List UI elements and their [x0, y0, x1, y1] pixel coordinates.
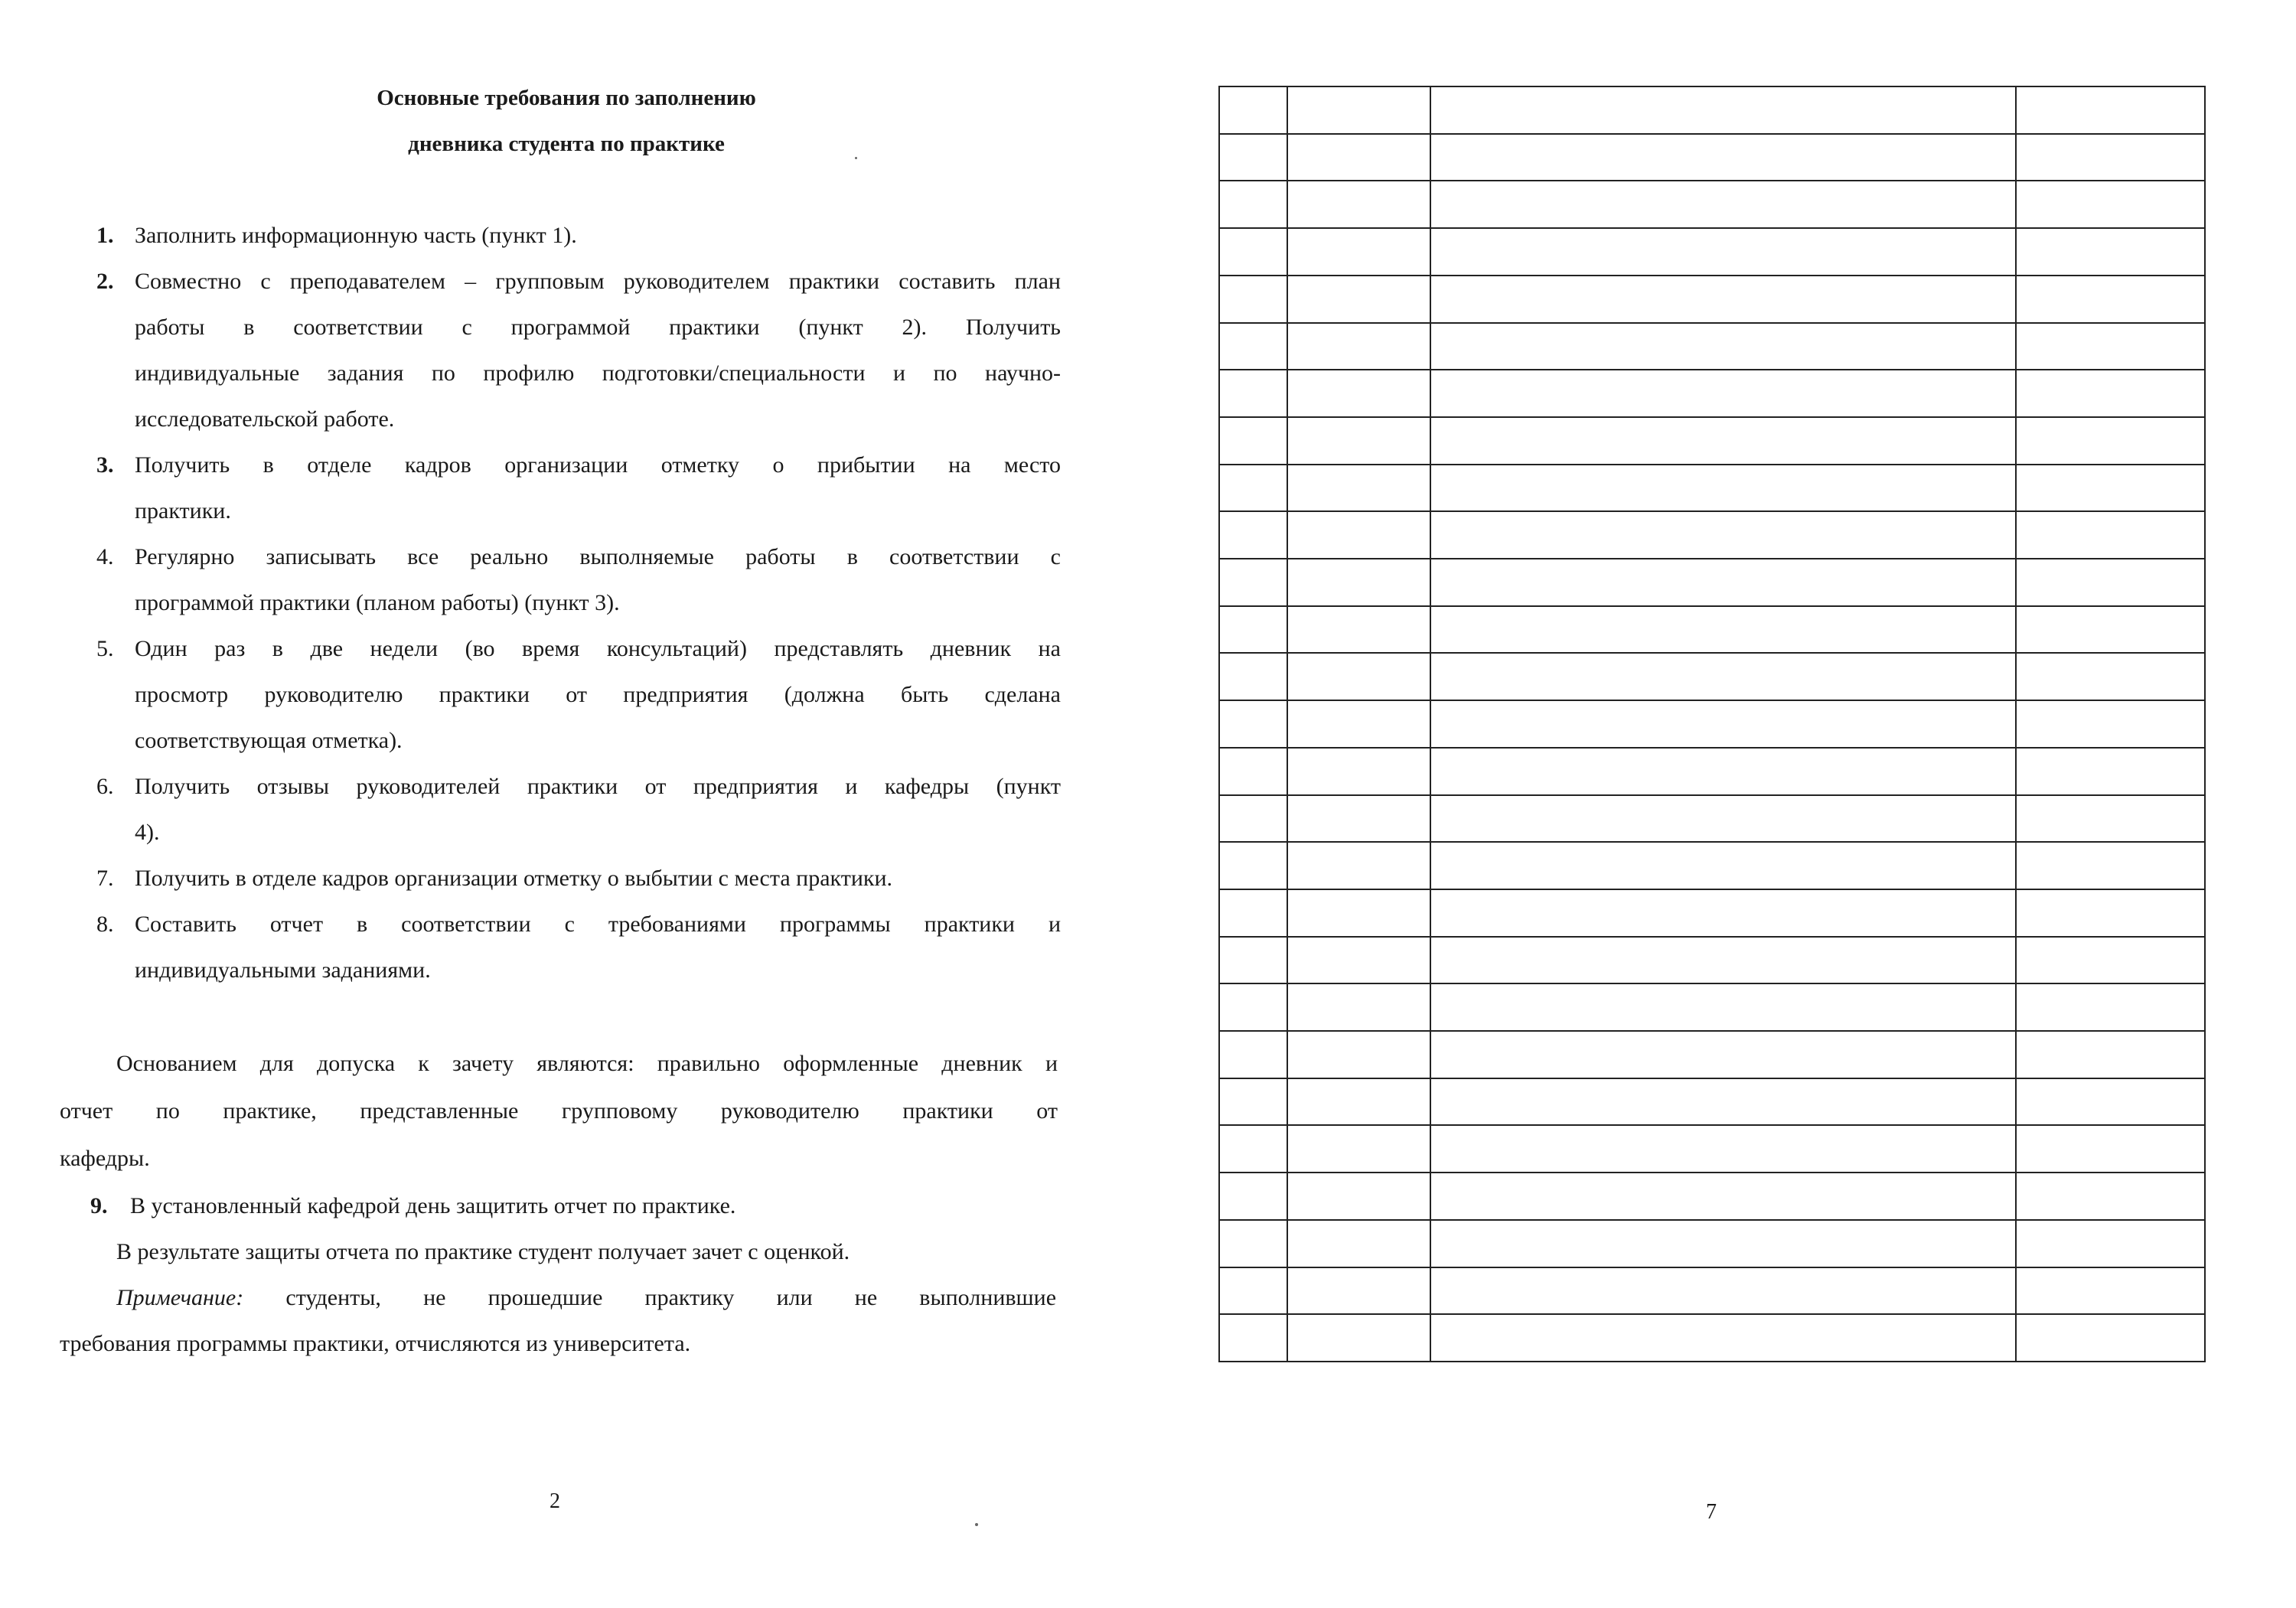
table-row [1219, 86, 2205, 134]
table-cell [2016, 606, 2205, 654]
item-line: Один раз в две недели (во время консультаций) представлять дневник на [135, 636, 1061, 661]
table-cell [1287, 700, 1430, 748]
table-row [1219, 1078, 2205, 1126]
item-line: 4). [135, 820, 160, 845]
item-line: Регулярно записывать все реально выполняемые работы в соответствии с [135, 544, 1061, 569]
table-cell [1287, 276, 1430, 323]
item-line: работы в соответствии с программой практики (пункт 2). Получить [135, 315, 1061, 340]
table-cell [1219, 1220, 1287, 1267]
table-cell [1287, 842, 1430, 889]
table-cell [2016, 937, 2205, 984]
admission-line: Основанием для допуска к зачету являются: правильно оформленные дневник и [116, 1051, 1058, 1076]
table-cell [1287, 795, 1430, 843]
table-cell [1430, 323, 2016, 370]
table-cell [2016, 370, 2205, 417]
table-cell [1219, 370, 1287, 417]
table-cell [1287, 323, 1430, 370]
table-cell [1430, 1173, 2016, 1220]
note-label: Примечание: [116, 1285, 244, 1310]
table-cell [1287, 370, 1430, 417]
table-cell [1430, 1314, 2016, 1362]
table-cell [1219, 842, 1287, 889]
item-number: 3. [96, 452, 114, 478]
item-line: исследовательской работе. [135, 406, 395, 432]
table-cell [2016, 1220, 2205, 1267]
table-cell [1219, 795, 1287, 843]
table-cell [1430, 511, 2016, 559]
table-row [1219, 228, 2205, 276]
table-cell [1430, 1078, 2016, 1126]
table-cell [1430, 181, 2016, 228]
table-cell [1287, 748, 1430, 795]
table-cell [1219, 559, 1287, 606]
table-cell [1430, 228, 2016, 276]
admission-line: кафедры. [60, 1146, 150, 1171]
table-cell [2016, 795, 2205, 843]
item-line: индивидуальные задания по профилю подготовки/специальности и по научно- [135, 360, 1061, 386]
table-cell [2016, 559, 2205, 606]
table-cell [2016, 748, 2205, 795]
table-cell [1430, 748, 2016, 795]
table-cell [1287, 937, 1430, 984]
item-line: Получить в отделе кадров организации отметку о прибытии на место [135, 452, 1061, 478]
table-row [1219, 181, 2205, 228]
table-row [1219, 983, 2205, 1031]
table-cell [1219, 700, 1287, 748]
item-line: просмотр руководителю практики от предприятия (должна быть сделана [135, 682, 1061, 707]
table-row [1219, 606, 2205, 654]
table-cell [1430, 134, 2016, 181]
table-cell [1287, 606, 1430, 654]
table-cell [1430, 1031, 2016, 1078]
table-cell [1219, 1314, 1287, 1362]
table-cell [1219, 1173, 1287, 1220]
item-line: Получить в отделе кадров организации отметку о выбытии с места практики. [135, 866, 892, 891]
table-cell [1287, 889, 1430, 937]
table-cell [1287, 1031, 1430, 1078]
item-number: 5. [96, 636, 114, 661]
table-row [1219, 1125, 2205, 1173]
table-cell [1430, 937, 2016, 984]
table-cell [1219, 748, 1287, 795]
table-cell [2016, 228, 2205, 276]
table-row [1219, 1173, 2205, 1220]
table-cell [1219, 511, 1287, 559]
table-cell [1219, 983, 1287, 1031]
table-row [1219, 1314, 2205, 1362]
table-cell [1219, 417, 1287, 465]
table-cell [1219, 889, 1287, 937]
table-cell [2016, 700, 2205, 748]
table-cell [1430, 983, 2016, 1031]
table-cell [1287, 1267, 1430, 1315]
table-cell [2016, 511, 2205, 559]
table-cell [1287, 181, 1430, 228]
table-row [1219, 795, 2205, 843]
table-cell [1430, 417, 2016, 465]
result-text: В результате защиты отчета по практике студент получает зачет с оценкой. [116, 1239, 850, 1264]
table-cell [1287, 511, 1430, 559]
table-cell [2016, 889, 2205, 937]
table-cell [1430, 842, 2016, 889]
item-number: 2. [96, 269, 114, 294]
table-cell [1219, 134, 1287, 181]
table-cell [1287, 1220, 1430, 1267]
table-row [1219, 559, 2205, 606]
table-row [1219, 1220, 2205, 1267]
title-line-1: Основные требования по заполнению [377, 86, 756, 110]
scan-speck [855, 157, 857, 159]
table-cell [1430, 465, 2016, 512]
table-row [1219, 842, 2205, 889]
table-cell [2016, 1314, 2205, 1362]
table-cell [1219, 1125, 1287, 1173]
item-line: Составить отчет в соответствии с требованиями программы практики и [135, 912, 1061, 937]
table-cell [1430, 86, 2016, 134]
table-cell [1287, 228, 1430, 276]
table-row [1219, 748, 2205, 795]
table-cell [2016, 276, 2205, 323]
table-cell [1219, 937, 1287, 984]
table-row [1219, 134, 2205, 181]
title-line-2: дневника студента по практике [408, 132, 725, 156]
table-row [1219, 465, 2205, 512]
table-cell [1287, 134, 1430, 181]
table-row [1219, 889, 2205, 937]
table-cell [1219, 653, 1287, 700]
table-cell [1430, 606, 2016, 654]
table-cell [2016, 86, 2205, 134]
right-page [1148, 0, 2296, 1608]
table-row [1219, 417, 2205, 465]
table-cell [2016, 1267, 2205, 1315]
table-cell [1430, 370, 2016, 417]
note-line-1 [116, 1283, 1056, 1313]
item-line: соответствующая отметка). [135, 728, 403, 753]
table-row [1219, 323, 2205, 370]
table-cell [1430, 559, 2016, 606]
table-cell [2016, 134, 2205, 181]
item-line: Совместно с преподавателем – групповым руководителем практики составить план [135, 269, 1061, 294]
table-cell [1219, 1031, 1287, 1078]
table-cell [1430, 276, 2016, 323]
table-cell [1219, 86, 1287, 134]
table-cell [1219, 276, 1287, 323]
table-cell [2016, 1125, 2205, 1173]
table-row [1219, 1031, 2205, 1078]
item-number: 6. [96, 774, 114, 799]
table-cell [1430, 889, 2016, 937]
table-cell [1287, 653, 1430, 700]
table-cell [1219, 323, 1287, 370]
table-cell [1219, 1078, 1287, 1126]
item-number: 8. [96, 912, 114, 937]
item-number: 1. [96, 223, 114, 248]
table-cell [1287, 1078, 1430, 1126]
table-cell [2016, 842, 2205, 889]
table-row [1219, 937, 2205, 984]
table-cell [2016, 323, 2205, 370]
item-9-text: В установленный кафедрой день защитить отчет по практике. [130, 1193, 736, 1218]
table-cell [1287, 465, 1430, 512]
table-cell [1219, 228, 1287, 276]
page-number-left: 2 [550, 1489, 560, 1513]
table-row [1219, 370, 2205, 417]
table-cell [1287, 983, 1430, 1031]
table-cell [1430, 1267, 2016, 1315]
table-cell [2016, 1031, 2205, 1078]
table-row [1219, 511, 2205, 559]
item-line: практики. [135, 498, 231, 523]
table-cell [1287, 1173, 1430, 1220]
item-line: программой практики (планом работы) (пункт 3). [135, 590, 620, 615]
table-cell [2016, 465, 2205, 512]
table-row [1219, 1267, 2205, 1315]
page-number-right: 7 [1706, 1500, 1717, 1524]
table-cell [2016, 417, 2205, 465]
scan-speck [975, 1523, 978, 1526]
table-cell [1430, 653, 2016, 700]
item-line: Получить отзывы руководителей практики от предприятия и кафедры (пункт [135, 774, 1061, 799]
table-cell [2016, 181, 2205, 228]
table-cell [1287, 86, 1430, 134]
table-cell [1430, 700, 2016, 748]
note-line-1-rest: студенты, не прошедшие практику или не выполнившие [285, 1285, 1057, 1310]
item-9-number: 9. [90, 1193, 108, 1218]
blank-diary-table [1218, 86, 2206, 1362]
table-row [1219, 700, 2205, 748]
note-line-2: требования программы практики, отчисляются из университета. [60, 1331, 691, 1356]
table-cell [2016, 983, 2205, 1031]
table-row [1219, 276, 2205, 323]
table-cell [1287, 417, 1430, 465]
table-cell [1430, 795, 2016, 843]
item-number: 7. [96, 866, 114, 891]
table-cell [2016, 1078, 2205, 1126]
item-number: 4. [96, 544, 114, 569]
table-cell [1430, 1125, 2016, 1173]
table-cell [1287, 1314, 1430, 1362]
table-cell [1287, 1125, 1430, 1173]
table-cell [2016, 1173, 2205, 1220]
table-cell [1219, 1267, 1287, 1315]
item-line: Заполнить информационную часть (пункт 1). [135, 223, 577, 248]
item-line: индивидуальными заданиями. [135, 957, 431, 983]
admission-line: отчет по практике, представленные групповому руководителю практики от [60, 1098, 1058, 1124]
table-cell [1219, 465, 1287, 512]
table-cell [1219, 181, 1287, 228]
table-cell [1219, 606, 1287, 654]
table-cell [1287, 559, 1430, 606]
table-cell [2016, 653, 2205, 700]
table-row [1219, 653, 2205, 700]
table-cell [1430, 1220, 2016, 1267]
